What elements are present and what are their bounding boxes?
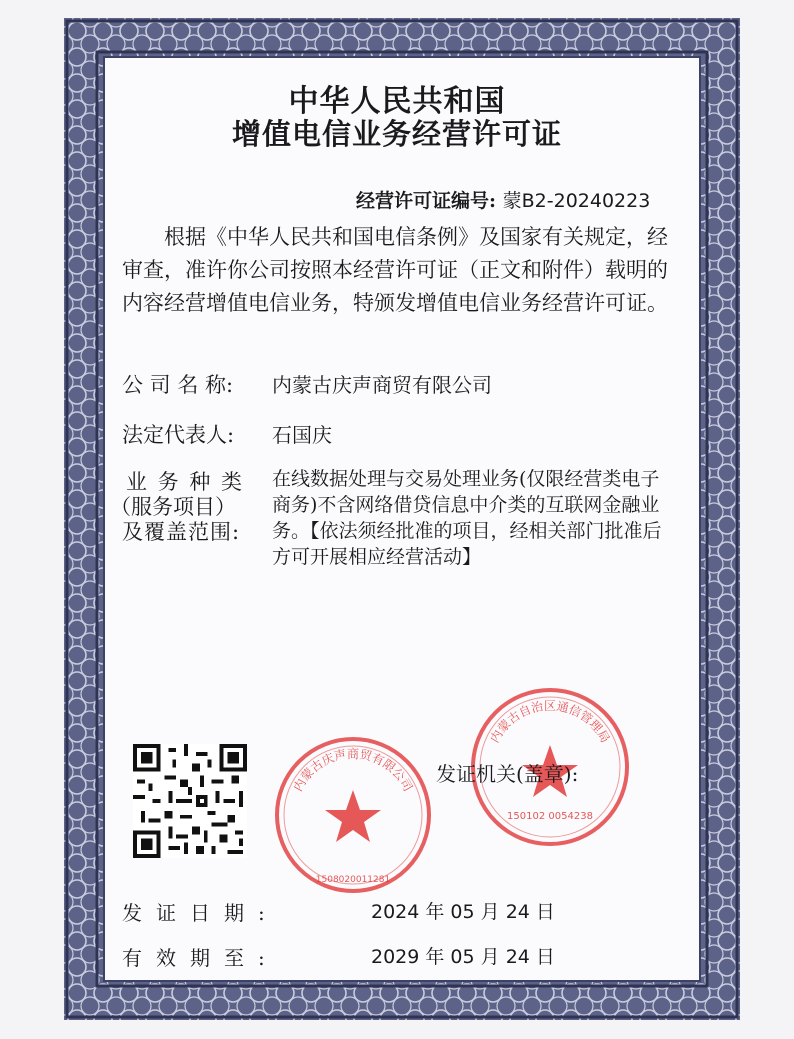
title-license: 增值电信业务经营许可证 xyxy=(231,117,562,151)
permit-number-row xyxy=(356,186,650,213)
expiry-date: 2029 年 05 月 24 日 xyxy=(371,946,555,968)
scope-label-line1: 业 务 种 类 xyxy=(126,470,245,494)
company-name-label: 公 司 名 称: xyxy=(122,373,234,397)
issue-date: 2024 年 05 月 24 日 xyxy=(371,901,555,923)
legal-rep-label: 法定代表人: xyxy=(122,423,235,447)
authority-seal-code: 150102 0054238 xyxy=(507,811,593,822)
company-seal-text: 内蒙古庆声商贸有限公司 xyxy=(290,747,416,794)
issue-date-label: 发证日期: xyxy=(122,901,279,925)
scope-label-line2: （服务项目） xyxy=(110,495,236,519)
legal-rep: 石国庆 xyxy=(272,423,332,447)
company-seal-code: 1508020011281 xyxy=(315,875,391,885)
expiry-date-label: 有效期至: xyxy=(122,946,279,970)
scope-label-line3: 及覆盖范围: xyxy=(122,520,241,544)
company-name: 内蒙古庆声商贸有限公司 xyxy=(272,373,492,397)
title-country: 中华人民共和国 xyxy=(288,84,506,119)
intro-paragraph xyxy=(122,221,682,320)
company-seal xyxy=(272,734,434,896)
authority-seal-text: 内蒙古自治区通信管理局 xyxy=(487,698,613,746)
business-scope: 在线数据处理与交易处理业务(仅限经营类电子商务)不含网络借贷信息中介类的互联网金融业务。【依法须经批准的项目，经相关部门批准后方可开展相应经营活动】 xyxy=(272,468,662,568)
qr-code xyxy=(133,744,247,858)
permit-number: 蒙B2-20240223 xyxy=(502,190,651,212)
permit-number-label: 经营许可证编号: xyxy=(356,190,497,212)
issuer-label: 发证机关(盖章): xyxy=(436,762,579,786)
intro-text: 根据《中华人民共和国电信条例》及国家有关规定，经审查，准许你公司按照本经营许可证（正文和附件）载明的内容经营增值电信业务，特颁发增值电信业务经营许可证。 xyxy=(122,225,668,315)
